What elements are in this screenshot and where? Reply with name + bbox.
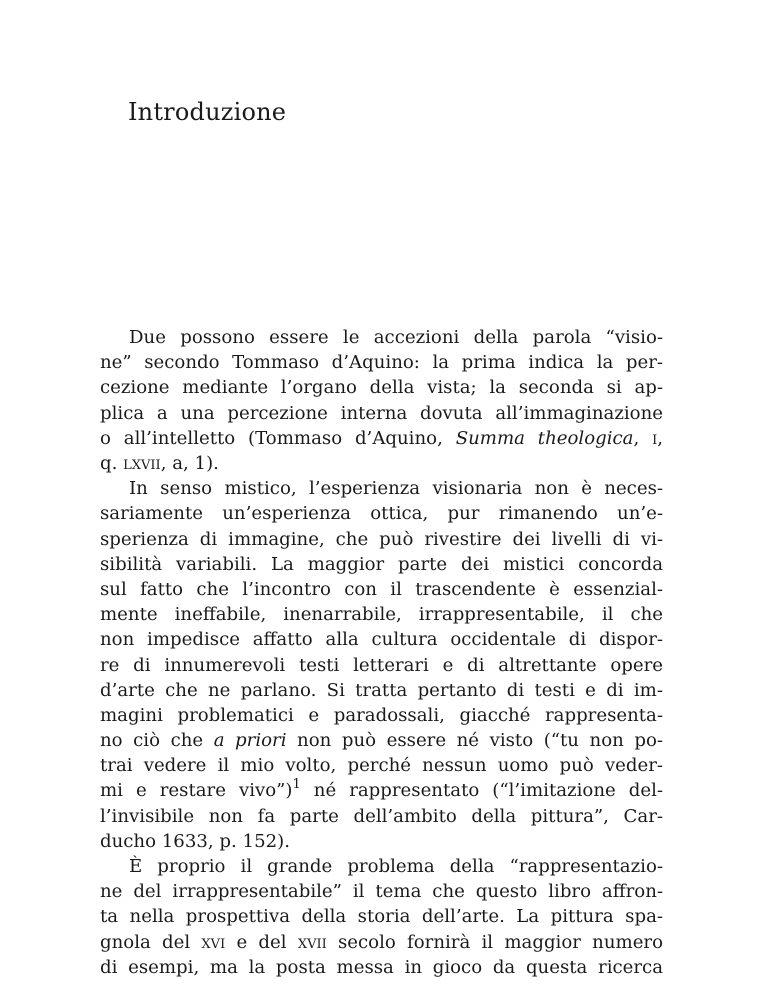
italic-term: a priori — [213, 730, 287, 752]
text-line: l’invisibile non fa parte dell’ambito della pittura”, Car- — [100, 805, 663, 827]
text-line: d’arte che ne parlano. Si tratta pertanto di testi e di im- — [100, 679, 663, 701]
text-line: sariamente un’esperienza ottica, pur rimanendo un’e- — [100, 503, 663, 525]
text-line: mente ineffabile, inenarrabile, irrappresentabile, il che — [100, 604, 663, 626]
text-line: È proprio il grande problema della “rappresentazio- — [129, 856, 663, 878]
roman-numeral: i — [652, 427, 658, 449]
text-line: cezione mediante l’organo della vista; la seconda si ap- — [100, 377, 663, 399]
text-line: mi e restare vivo”)$^1$ né rappresentato (“l’imitazione del- — [100, 777, 663, 802]
text-line: In senso mistico, l’esperienza visionaria non è neces- — [129, 478, 663, 500]
text-line: Due possono essere le accezioni della parola “visio- — [129, 327, 663, 348]
text-line: no ciò che a priori non può essere né visto (“tu non po- — [100, 730, 664, 752]
chapter-title: Introduzione — [128, 98, 287, 126]
roman-numeral: lxvii — [123, 452, 161, 474]
text-line: trai vedere il mio volto, perché nessun uomo può veder- — [100, 755, 663, 777]
text-line: di esempi, ma la posta messa in gioco da questa ricerca — [100, 956, 663, 978]
text-line: o all’intelletto (Tommaso d’Aquino, Summa theologica, i, — [100, 427, 663, 449]
italic-title: Summa theologica — [455, 427, 634, 449]
text-line: plica a una percezione interna dovuta all’immaginazione — [100, 402, 663, 424]
footnote-marker: 1 — [292, 777, 301, 793]
text-line: q. lxvii, a, 1). — [100, 452, 219, 474]
text-line: ne del irrappresentabile” il tema che questo libro affron- — [100, 881, 663, 903]
text-line: ducho 1633, p. 152). — [100, 830, 290, 852]
text-line: non impedisce affatto alla cultura occidentale di dispor- — [100, 629, 663, 651]
text-line: ne” secondo Tommaso d’Aquino: la prima indica la per- — [100, 352, 663, 374]
text-line: sperienza di immagine, che può rivestire dei livelli di vi- — [100, 528, 663, 550]
roman-numeral: xvi — [201, 931, 226, 953]
text-line: gnola del xvi e del xvii secolo fornirà il maggior numero — [100, 931, 663, 953]
text-line: re di innumerevoli testi letterari e di altrettante opere — [100, 654, 663, 676]
text-line: sul fatto che l’incontro con il trascendente è essenzial- — [100, 578, 663, 600]
text-line: ta nella prospettiva della storia dell’arte. La pittura spa- — [100, 906, 663, 928]
text-line: sibilità variabili. La maggior parte dei mistici concorda — [100, 553, 663, 575]
roman-numeral: xvii — [297, 931, 327, 953]
text-line: magini problematici e paradossali, giacché rappresenta- — [100, 704, 663, 726]
